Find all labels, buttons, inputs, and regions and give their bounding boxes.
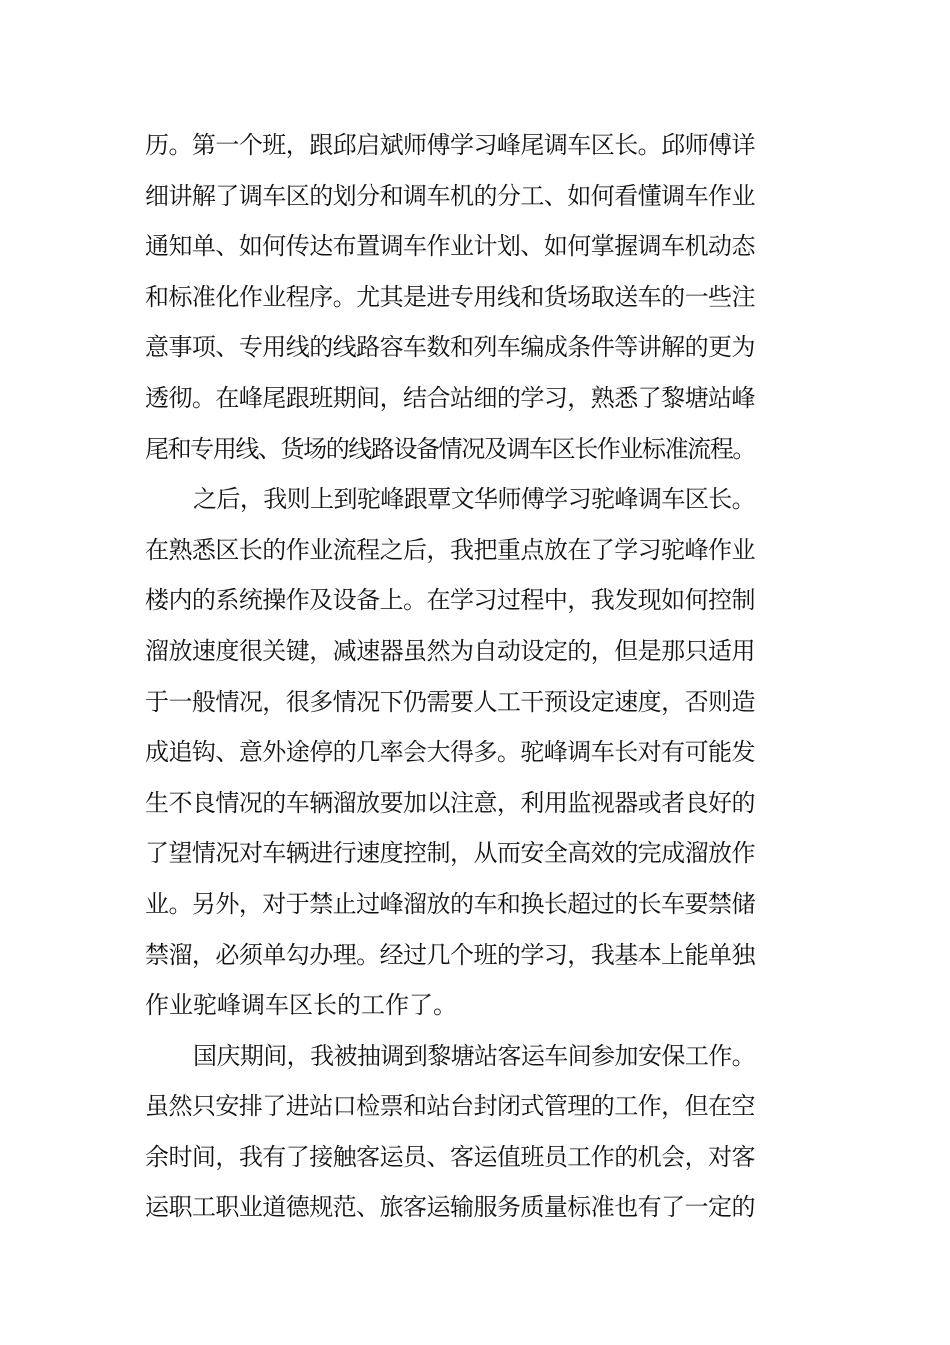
text-line: 楼内的系统操作及设备上。在学习过程中，我发现如何控制: [145, 586, 755, 615]
text-line: 透彻。在峰尾跟班期间，结合站细的学习，熟悉了黎塘站峰: [145, 383, 755, 412]
text-line: 之后，我则上到驼峰跟覃文华师傅学习驼峰调车区长。: [193, 485, 756, 514]
text-line: 业。另外，对于禁止过峰溜放的车和换长超过的长车要禁储: [145, 889, 755, 918]
text-line: 历。第一个班，跟邱启斌师傅学习峰尾调车区长。邱师傅详: [145, 131, 755, 159]
text-line: 虽然只安排了进站口检票和站台封闭式管理的工作，但在空: [145, 1092, 755, 1121]
text-line: 溜放速度很关键，减速器虽然为自动设定的，但是那只适用: [145, 636, 755, 665]
text-line: 余时间，我有了接触客运员、客运值班员工作的机会，对客: [145, 1142, 755, 1171]
text-line: 禁溜，必须单勾办理。经过几个班的学习，我基本上能单独: [145, 940, 755, 969]
text-line: 生不良情况的车辆溜放要加以注意，利用监视器或者良好的: [145, 788, 755, 817]
text-line: 通知单、如何传达布置调车作业计划、如何掌握调车机动态: [145, 232, 755, 261]
text-line: 尾和专用线、货场的线路设备情况及调车区长作业标准流程。: [145, 434, 755, 463]
text-line: 于一般情况，很多情况下仍需要人工干预设定速度，否则造: [145, 687, 755, 716]
text-line: 细讲解了调车区的划分和调车机的分工、如何看懂调车作业: [145, 181, 755, 210]
text-line: 作业驼峰调车区长的工作了。: [145, 991, 457, 1020]
text-line: 成追钩、意外途停的几率会大得多。驼峰调车长对有可能发: [145, 738, 755, 767]
text-line: 了望情况对车辆进行速度控制，从而安全高效的完成溜放作: [145, 839, 755, 868]
text-line: 国庆期间，我被抽调到黎塘站客运车间参加安保工作。: [193, 1041, 756, 1070]
text-line: 和标准化作业程序。尤其是进专用线和货场取送车的一些注: [145, 282, 755, 311]
body-text: [145, 120, 755, 1233]
text-line: 在熟悉区长的作业流程之后，我把重点放在了学习驼峰作业: [145, 535, 755, 564]
text-line: 意事项、专用线的线路容车数和列车编成条件等讲解的更为: [145, 333, 755, 362]
text-line: 运职工职业道德规范、旅客运输服务质量标准也有了一定的: [145, 1193, 755, 1222]
